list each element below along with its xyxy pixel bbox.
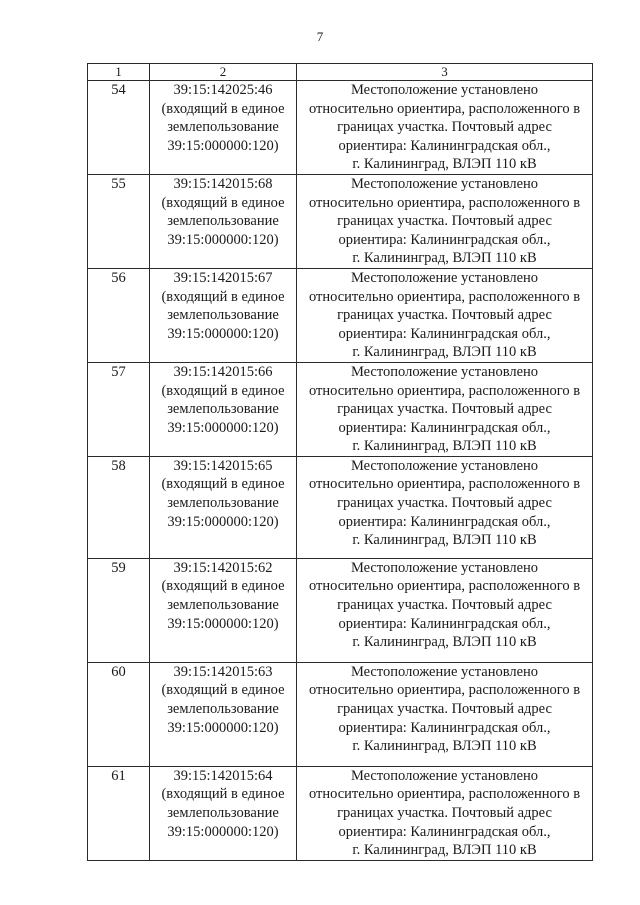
location-line: ориентира: Калининградская обл., <box>338 513 551 530</box>
location-line: относительно ориентира, расположенного в <box>308 194 581 211</box>
location-line: относительно ориентира, расположенного в <box>308 682 581 699</box>
location-line: ориентира: Калининградская обл., <box>338 719 551 736</box>
location-line: ориентира: Калининградская обл., <box>338 231 551 248</box>
cadastral-line: 39:15:000000:120) <box>167 513 279 530</box>
location-line: относительно ориентира, расположенного в <box>308 786 581 803</box>
location-line: Местоположение установлено <box>350 767 539 784</box>
location-line: г. Калининград, ВЛЭП 110 кВ <box>352 532 537 549</box>
cadastral-line: (входящий в единое <box>161 476 285 493</box>
location-line: границах участка. Почтовый адрес <box>337 805 552 822</box>
column-header-number: 1 <box>88 64 150 81</box>
row-number: 58 <box>88 456 150 558</box>
cadastral-number-cell <box>150 81 297 175</box>
cadastral-number-cell <box>150 456 297 558</box>
location-cell <box>297 766 593 860</box>
cadastral-line: землепользование <box>167 307 279 324</box>
cadastral-number-cell <box>150 174 297 268</box>
location-line: границах участка. Почтовый адрес <box>337 401 552 418</box>
cadastral-number-cell <box>150 662 297 766</box>
cadastral-number-cell <box>150 362 297 456</box>
location-line: ориентира: Калининградская обл., <box>338 325 551 342</box>
row-number: 59 <box>88 558 150 662</box>
cadastral-line: землепользование <box>167 597 279 614</box>
location-line: г. Калининград, ВЛЭП 110 кВ <box>352 344 537 361</box>
row-number: 57 <box>88 362 150 456</box>
location-cell <box>297 81 593 175</box>
cadastral-line: землепользование <box>167 213 279 230</box>
location-line: относительно ориентира, расположенного в <box>308 100 581 117</box>
location-line: Местоположение установлено <box>350 363 539 380</box>
location-line: Местоположение установлено <box>350 559 539 576</box>
cadastral-line: 39:15:000000:120) <box>167 719 279 736</box>
location-line: Местоположение установлено <box>350 175 539 192</box>
cadastral-line: (входящий в единое <box>161 194 285 211</box>
cadastral-line: (входящий в единое <box>161 786 285 803</box>
cadastral-line: 39:15:142015:65 <box>173 457 273 474</box>
cadastral-line: 39:15:000000:120) <box>167 615 279 632</box>
location-line: г. Калининград, ВЛЭП 110 кВ <box>352 438 537 455</box>
cadastral-line: (входящий в единое <box>161 100 285 117</box>
row-number: 54 <box>88 81 150 175</box>
location-line: ориентира: Калининградская обл., <box>338 823 551 840</box>
cadastral-line: 39:15:000000:120) <box>167 419 279 436</box>
table-header-row <box>88 64 593 81</box>
cadastral-number-cell <box>150 558 297 662</box>
cadastral-line: 39:15:000000:120) <box>167 823 279 840</box>
location-cell <box>297 456 593 558</box>
location-cell <box>297 174 593 268</box>
location-line: относительно ориентира, расположенного в <box>308 288 581 305</box>
page-number: 7 <box>316 29 324 44</box>
table-row <box>88 662 593 766</box>
location-line: границах участка. Почтовый адрес <box>337 701 552 718</box>
location-line: ориентира: Калининградская обл., <box>338 615 551 632</box>
land-parcel-table <box>87 63 593 861</box>
location-cell <box>297 558 593 662</box>
cadastral-line: землепользование <box>167 495 279 512</box>
cadastral-line: 39:15:142015:63 <box>173 663 273 680</box>
table-row <box>88 174 593 268</box>
cadastral-line: 39:15:142015:67 <box>173 269 273 286</box>
location-line: границах участка. Почтовый адрес <box>337 597 552 614</box>
location-line: г. Калининград, ВЛЭП 110 кВ <box>352 156 537 173</box>
table-row <box>88 362 593 456</box>
location-line: границах участка. Почтовый адрес <box>337 495 552 512</box>
table-row <box>88 268 593 362</box>
location-cell <box>297 362 593 456</box>
cadastral-line: 39:15:000000:120) <box>167 231 279 248</box>
location-cell <box>297 268 593 362</box>
cadastral-line: 39:15:142015:66 <box>173 363 273 380</box>
location-line: г. Калининград, ВЛЭП 110 кВ <box>352 634 537 651</box>
location-line: Местоположение установлено <box>350 457 539 474</box>
column-header-location: 3 <box>297 64 593 81</box>
location-line: относительно ориентира, расположенного в <box>308 382 581 399</box>
table-row <box>88 558 593 662</box>
row-number: 60 <box>88 662 150 766</box>
row-number: 61 <box>88 766 150 860</box>
location-line: границах участка. Почтовый адрес <box>337 213 552 230</box>
location-line: г. Калининград, ВЛЭП 110 кВ <box>352 842 537 859</box>
cadastral-line: 39:15:142015:64 <box>173 767 273 784</box>
cadastral-line: землепользование <box>167 701 279 718</box>
cadastral-number-cell <box>150 268 297 362</box>
cadastral-line: (входящий в единое <box>161 382 285 399</box>
table-row <box>88 456 593 558</box>
cadastral-number-cell <box>150 766 297 860</box>
cadastral-line: 39:15:000000:120) <box>167 325 279 342</box>
row-number: 56 <box>88 268 150 362</box>
location-line: Местоположение установлено <box>350 663 539 680</box>
location-line: относительно ориентира, расположенного в <box>308 578 581 595</box>
location-line: ориентира: Калининградская обл., <box>338 137 551 154</box>
location-line: г. Калининград, ВЛЭП 110 кВ <box>352 738 537 755</box>
cadastral-line: (входящий в единое <box>161 578 285 595</box>
location-line: границах участка. Почтовый адрес <box>337 119 552 136</box>
location-line: Местоположение установлено <box>350 82 539 98</box>
cadastral-line: землепользование <box>167 401 279 418</box>
column-header-cadastral: 2 <box>150 64 297 81</box>
cadastral-line: (входящий в единое <box>161 682 285 699</box>
cadastral-line: землепользование <box>167 119 279 136</box>
location-line: Местоположение установлено <box>350 269 539 286</box>
table-row <box>88 81 593 175</box>
table-row <box>88 766 593 860</box>
cadastral-line: 39:15:142025:46 <box>173 82 273 98</box>
cadastral-line: 39:15:000000:120) <box>167 137 279 154</box>
cadastral-line: 39:15:142015:68 <box>173 175 273 192</box>
cadastral-line: 39:15:142015:62 <box>173 559 273 576</box>
row-number: 55 <box>88 174 150 268</box>
location-cell <box>297 662 593 766</box>
cadastral-line: (входящий в единое <box>161 288 285 305</box>
location-line: относительно ориентира, расположенного в <box>308 476 581 493</box>
location-line: границах участка. Почтовый адрес <box>337 307 552 324</box>
location-line: ориентира: Калининградская обл., <box>338 419 551 436</box>
cadastral-line: землепользование <box>167 805 279 822</box>
location-line: г. Калининград, ВЛЭП 110 кВ <box>352 250 537 267</box>
